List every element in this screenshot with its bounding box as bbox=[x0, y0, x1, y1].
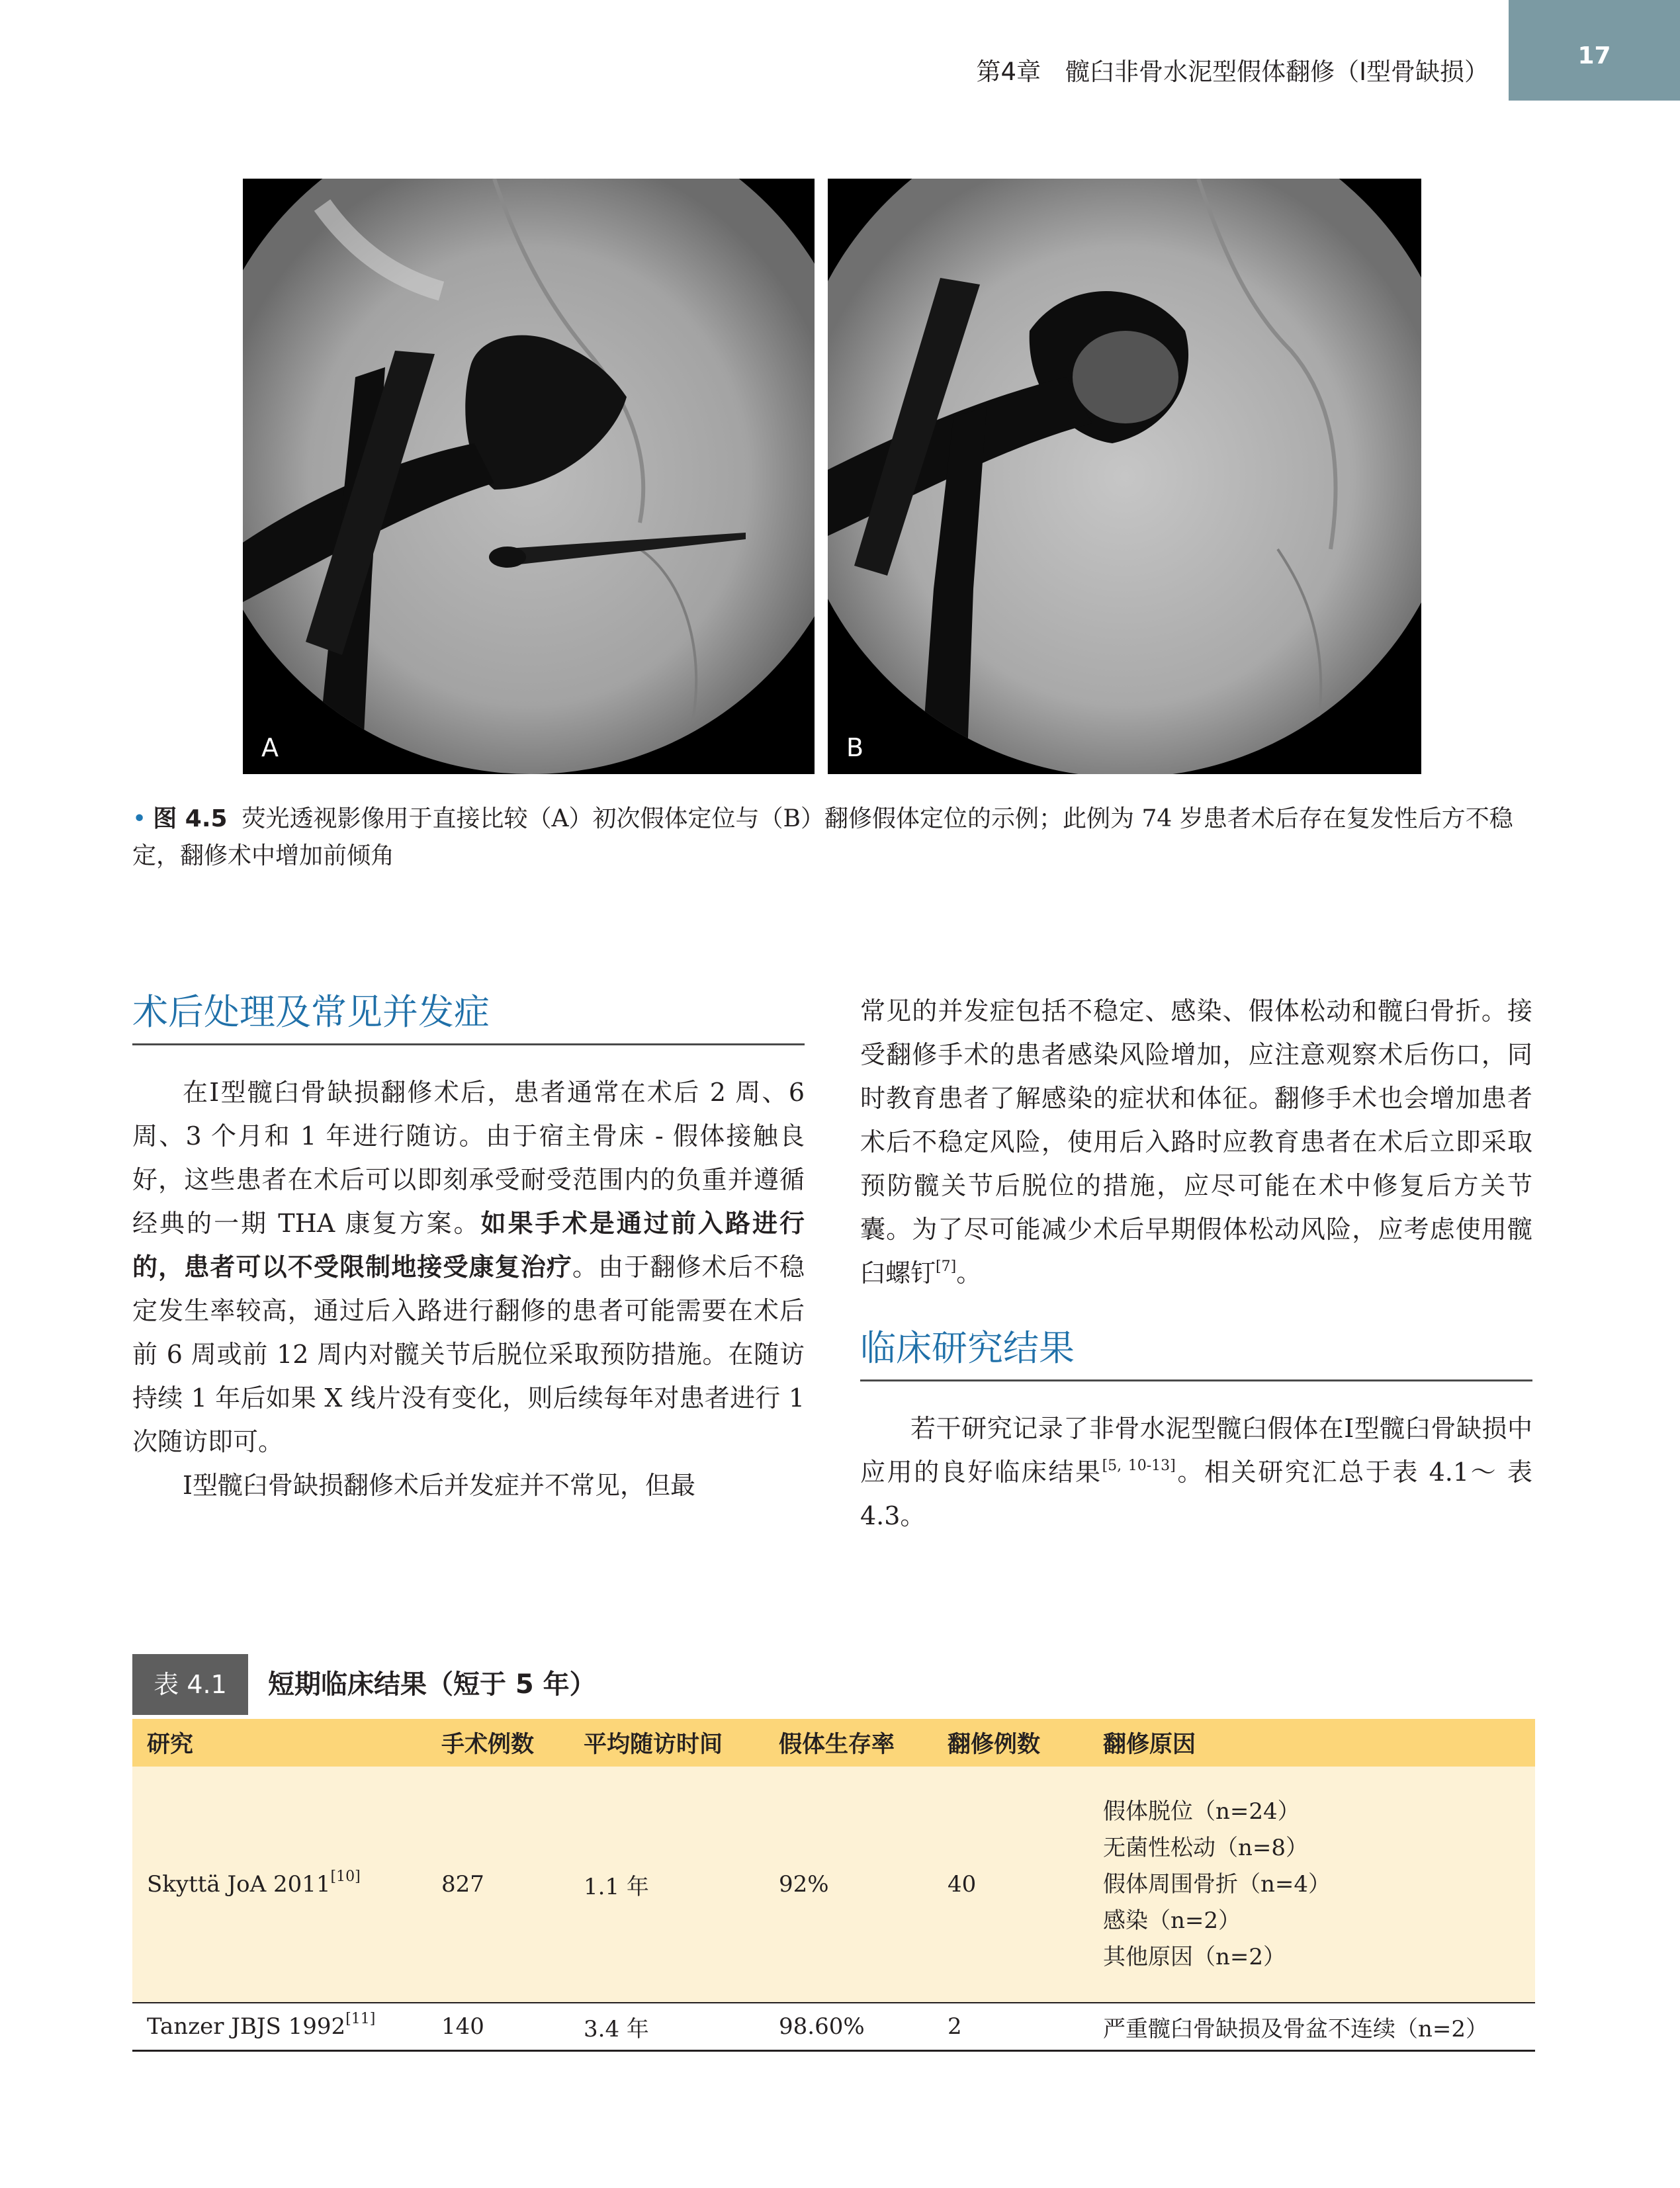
column-header: 假体生存率 bbox=[764, 1719, 933, 1767]
panel-label-b: B bbox=[846, 733, 864, 762]
text-run: 常见的并发症包括不稳定、感染、假体松动和髋臼骨折。接受翻修手术的患者感染风险增加，应注意观察术后伤口，同时教育患者了解感染的症状和体征。翻修手术也会增加患者术后不稳定风险，使用后入路时应教育患者在术后立即采取预防髋关节后脱位的措施，应尽可能在术中修复后方关节囊。为了尽可能减少术后早期假体松动风险，应考虑使用髋臼螺钉 bbox=[860, 996, 1532, 1288]
citation: [11] bbox=[345, 2011, 376, 2027]
table-title-row bbox=[132, 1654, 1535, 1715]
reasons-cell: 严重髋臼骨缺损及骨盆不连续（n=2） bbox=[1088, 2003, 1535, 2051]
table-row bbox=[132, 1767, 1535, 2003]
followup-cell: 3.4 年 bbox=[569, 2003, 764, 2051]
study-cell bbox=[132, 1767, 427, 2003]
citation: [7] bbox=[936, 1258, 957, 1275]
table-header-row bbox=[132, 1719, 1535, 1767]
paragraph-complications bbox=[860, 989, 1532, 1295]
paragraph-results bbox=[860, 1407, 1532, 1538]
study-name: Tanzer JBJS 1992 bbox=[147, 2013, 346, 2040]
column-header: 翻修例数 bbox=[933, 1719, 1088, 1767]
running-head: 第4章 髋臼非骨水泥型假体翻修（Ⅰ型骨缺损） bbox=[976, 58, 1489, 86]
study-cell bbox=[132, 2003, 427, 2051]
column-header: 平均随访时间 bbox=[569, 1719, 764, 1767]
survival-cell: 92% bbox=[764, 1767, 933, 2003]
section-heading-postop: 术后处理及常见并发症 bbox=[132, 989, 805, 1045]
text-run: 。相关研究汇总于表 4.1～ 表 4.3。 bbox=[860, 1458, 1532, 1530]
panel-label-a: A bbox=[261, 733, 279, 762]
column-header: 手术例数 bbox=[427, 1719, 569, 1767]
reason-item: 无菌性松动（n=8） bbox=[1103, 1834, 1309, 1861]
citation: [5, 10-13] bbox=[1102, 1458, 1176, 1474]
reason-item: 其他原因（n=2） bbox=[1103, 1943, 1286, 1970]
caption-text: 荧光透视影像用于直接比较（A）初次假体定位与（B）翻修假体定位的示例；此例为 74 岁患者术后存在复发性后方不稳定，翻修术中增加前倾角 bbox=[132, 805, 1513, 869]
text-run: 。由于翻修术后不稳定发生率较高，通过后入路进行翻修的患者可能需要在术后前 6 周或前 12 周内对髋关节后脱位采取预防措施。在随访持续 1 年后如果 X 线片没有变化，则后续每年对患者进行 1 次随访即可。 bbox=[132, 1252, 805, 1456]
column-header: 研究 bbox=[132, 1719, 427, 1767]
table-title: 短期临床结果（短于 5 年） bbox=[268, 1669, 596, 1700]
bullet-icon: • bbox=[132, 805, 147, 832]
text-run: 。 bbox=[956, 1258, 982, 1288]
results-table bbox=[132, 1719, 1535, 2052]
figure-number: 图 4.5 bbox=[153, 805, 228, 832]
paragraph-postop-1 bbox=[132, 1071, 805, 1464]
reason-item: 假体周围骨折（n=4） bbox=[1103, 1870, 1331, 1898]
paragraph-postop-2: Ⅰ型髋臼骨缺损翻修术后并发症并不常见，但最 bbox=[183, 1471, 696, 1500]
cases-cell: 827 bbox=[427, 1767, 569, 2003]
table-row bbox=[132, 2003, 1535, 2051]
page-number: 17 bbox=[1509, 0, 1680, 101]
followup-cell: 1.1 年 bbox=[569, 1767, 764, 2003]
bold-text: 如果手术是通过前入路进行的，患者可以不受限制地接受康复治疗 bbox=[132, 1209, 805, 1282]
text-run: 在Ⅰ型髋臼骨缺损翻修术后，患者通常在术后 2 周、6 周、3 个月和 1 年进行随访。由于宿主骨床 - 假体接触良好，这些患者在术后可以即刻承受耐受范围内的负重并遵循经典的一期 THA 康复方案。 bbox=[132, 1078, 805, 1238]
citation: [10] bbox=[330, 1868, 361, 1885]
study-name: Skyttä JoA 2011 bbox=[147, 1871, 331, 1898]
revisions-cell: 40 bbox=[933, 1767, 1088, 2003]
table-label: 表 4.1 bbox=[132, 1654, 248, 1715]
xray-image-a bbox=[243, 179, 815, 774]
revisions-cell: 2 bbox=[933, 2003, 1088, 2051]
left-column bbox=[132, 989, 805, 1507]
survival-cell: 98.60% bbox=[764, 2003, 933, 2051]
reason-item: 感染（n=2） bbox=[1103, 1907, 1241, 1934]
xray-image-b bbox=[828, 179, 1421, 774]
column-header: 翻修原因 bbox=[1088, 1719, 1535, 1767]
reason-item: 假体脱位（n=24） bbox=[1103, 1798, 1300, 1825]
section-heading-results: 临床研究结果 bbox=[860, 1325, 1532, 1381]
figure-caption bbox=[132, 801, 1535, 875]
reasons-cell bbox=[1088, 1767, 1535, 2003]
cases-cell: 140 bbox=[427, 2003, 569, 2051]
text-run: 若干研究记录了非骨水泥型髋臼假体在Ⅰ型髋臼骨缺损中应用的良好临床结果 bbox=[860, 1414, 1532, 1487]
right-column bbox=[860, 989, 1532, 1538]
